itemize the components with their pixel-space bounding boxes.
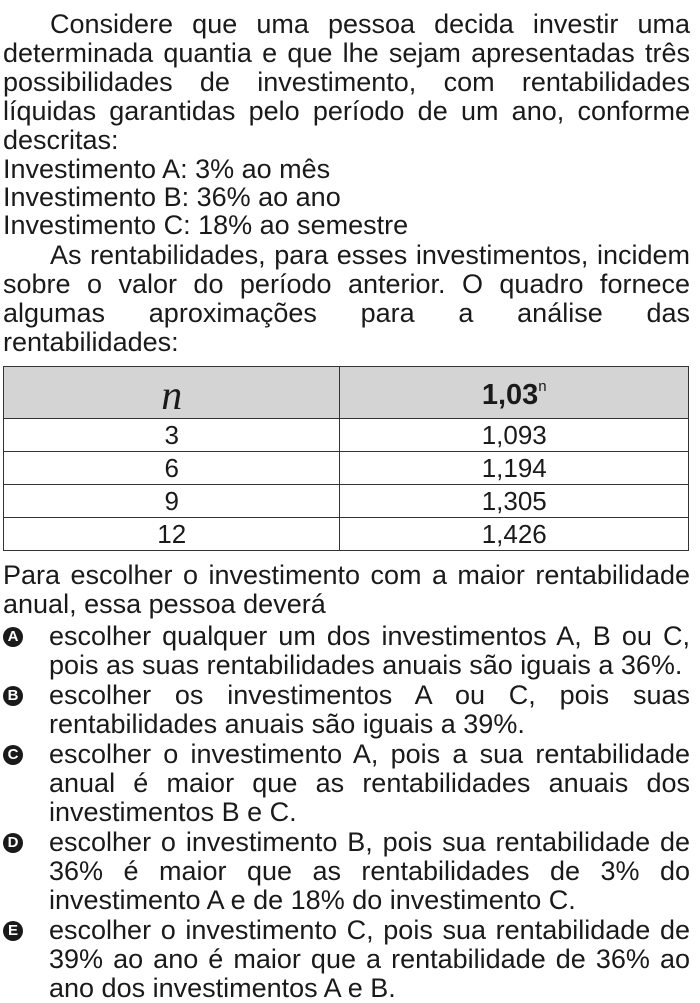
question-stem: Para escolher o investimento com a maior rentabilidade anual, essa pessoa deverá xyxy=(3,560,690,619)
cell-n: 3 xyxy=(4,419,340,452)
table-header-row xyxy=(4,367,689,419)
option-b[interactable] xyxy=(3,681,690,739)
option-b-letter-icon: B xyxy=(3,686,23,706)
investment-b: Investimento B: 36% ao ano xyxy=(3,182,341,212)
cell-value: 1,305 xyxy=(340,485,689,518)
option-e[interactable] xyxy=(3,916,690,1003)
answer-options xyxy=(3,622,690,1003)
header-power-exponent: n xyxy=(538,377,547,395)
option-c-text: escolher o investimento A, pois a sua rentabilidade anual é maior que as rentabilidades anuais dos investimentos B e C. xyxy=(49,739,690,827)
option-d-letter-icon: D xyxy=(3,833,23,853)
table-row xyxy=(4,485,689,518)
option-b-text: escolher os investimentos A ou C, pois suas rentabilidades anuais são iguais a 39%. xyxy=(49,680,690,739)
intro-paragraph-2: As rentabilidades, para esses investimentos, incidem sobre o valor do período anterior. O quadro fornece algumas aproximações para a análise das rentabilidades: xyxy=(3,240,690,357)
header-n xyxy=(4,367,340,419)
cell-n: 6 xyxy=(4,452,340,485)
option-a[interactable] xyxy=(3,622,690,680)
cell-n: 9 xyxy=(4,485,340,518)
table-row xyxy=(4,518,689,551)
approximation-table xyxy=(3,366,689,551)
header-power-base: 1,03 xyxy=(481,379,539,412)
table-row xyxy=(4,452,689,485)
investment-list xyxy=(3,155,690,239)
header-power xyxy=(340,367,689,419)
option-d[interactable] xyxy=(3,828,690,915)
cell-value: 1,426 xyxy=(340,518,689,551)
investment-a: Investimento A: 3% ao mês xyxy=(3,154,331,184)
option-a-text: escolher qualquer um dos investimentos A, B ou C, pois as suas rentabilidades anuais são iguais a 36%. xyxy=(49,621,690,680)
table-row xyxy=(4,419,689,452)
option-d-text: escolher o investimento B, pois sua rentabilidade de 36% é maior que as rentabilidades de 3% do investimento A e de 18% do investimento C. xyxy=(49,827,690,915)
cell-value: 1,194 xyxy=(340,452,689,485)
cell-value: 1,093 xyxy=(340,419,689,452)
investment-c: Investimento C: 18% ao semestre xyxy=(3,210,409,240)
option-c[interactable] xyxy=(3,740,690,827)
cell-n: 12 xyxy=(4,518,340,551)
header-n-label: n xyxy=(161,373,183,419)
option-a-letter-icon: A xyxy=(3,627,23,647)
option-e-text: escolher o investimento C, pois sua rentabilidade de 39% ao ano é maior que a rentabilidade de 36% ao ano dos investimentos A e B. xyxy=(49,915,690,1003)
option-e-letter-icon: E xyxy=(3,921,23,941)
intro-paragraph-1: Considere que uma pessoa decida investir uma determinada quantia e que lhe sejam apresentadas três possibilidades de investimento, com rentabilidades líquidas garantidas pelo período de um ano, conforme descritas: xyxy=(3,9,690,155)
option-c-letter-icon: C xyxy=(3,745,23,765)
